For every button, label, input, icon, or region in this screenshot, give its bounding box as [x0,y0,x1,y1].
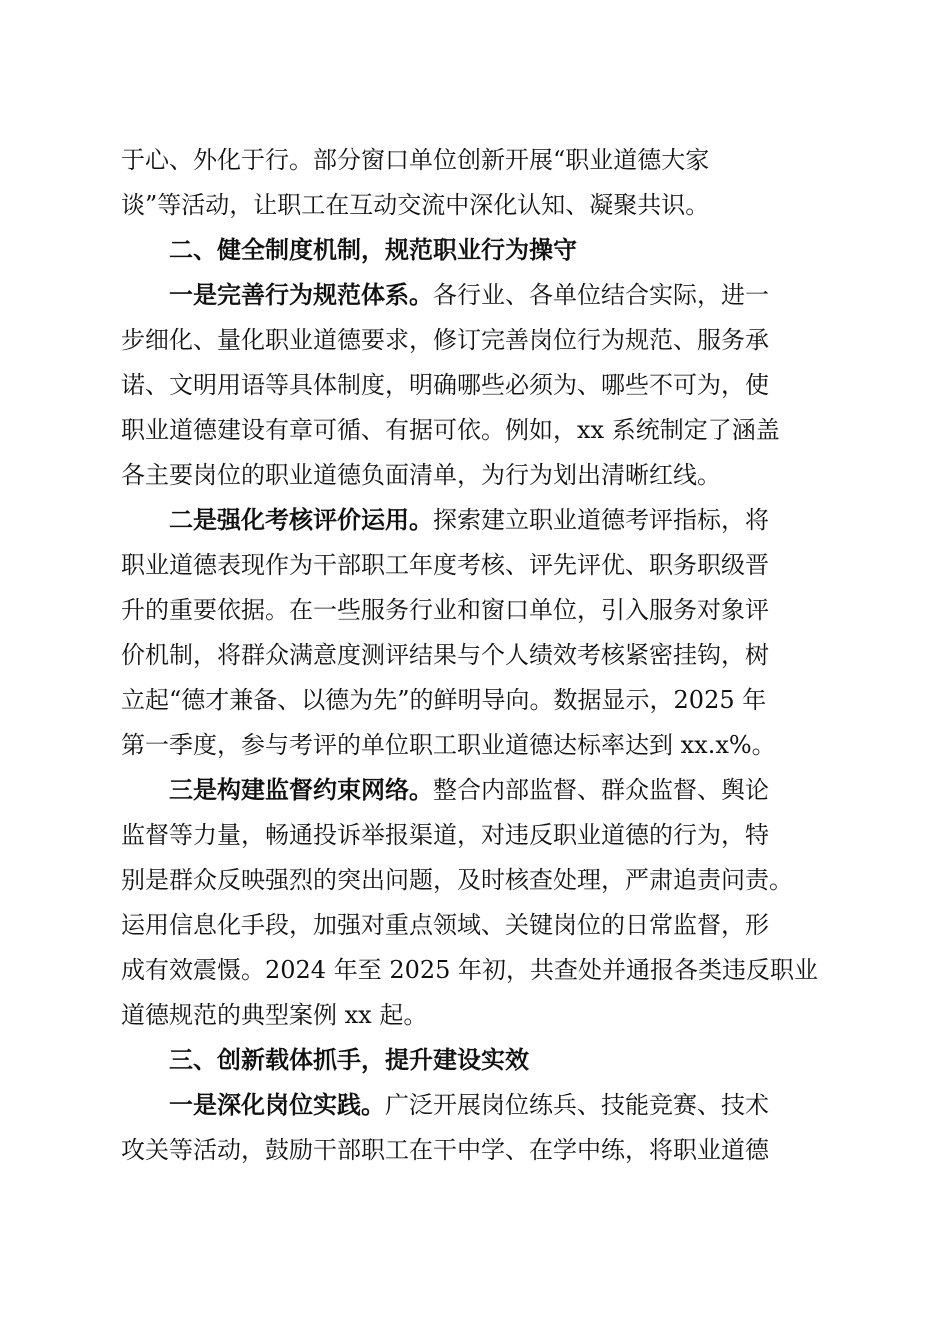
paragraph-line [121,273,831,318]
paragraph-line: 各主要岗位的职业道德负面清单，为行为划出清晰红线。 [121,461,721,489]
item-body-text: 广泛开展岗位练兵、技能竞赛、技术 [385,1091,769,1119]
paragraph-line: 道德规范的典型案例 xx 起。 [121,1001,428,1029]
paragraph-line: 于心、外化于行。部分窗口单位创新开展“职业道德大家 [121,146,710,174]
section-heading-2: 二、健全制度机制，规范职业行为操守 [169,236,577,264]
item-body-text: 探索建立职业道德考评指标，将 [433,506,769,534]
item-lead-text: 一是完善行为规范体系。 [169,281,433,309]
paragraph-line [121,1083,831,1128]
paragraph-line: 立起“德才兼备、以德为先”的鲜明导向。数据显示，2025 年 [121,686,767,714]
paragraph-line: 诺、文明用语等具体制度，明确哪些必须为、哪些不可为，使 [121,371,769,399]
item-lead-text: 一是深化岗位实践。 [169,1091,385,1119]
document-body [121,138,831,1173]
item-body-text: 整合内部监督、群众监督、舆论 [433,776,769,804]
paragraph-line: 价机制，将群众满意度测评结果与个人绩效考核紧密挂钩，树 [121,641,769,669]
paragraph-line: 职业道德建设有章可循、有据可依。例如，xx 系统制定了涵盖 [121,416,780,444]
item-lead-text: 三是构建监督约束网络。 [169,776,433,804]
paragraph-line: 别是群众反映强烈的突出问题，及时核查处理，严肃追责问责。 [121,866,793,894]
item-body-text: 各行业、各单位结合实际，进一 [433,281,769,309]
paragraph-line: 步细化、量化职业道德要求，修订完善岗位行为规范、服务承 [121,326,769,354]
section-heading-3: 三、创新载体抓手，提升建设实效 [169,1046,529,1074]
item-lead-text: 二是强化考核评价运用。 [169,506,433,534]
paragraph-line: 谈”等活动，让职工在互动交流中深化认知、凝聚共识。 [121,191,710,219]
paragraph-line [121,498,831,543]
paragraph-line: 第一季度，参与考评的单位职工职业道德达标率达到 xx.x%。 [121,731,776,759]
paragraph-line: 成有效震慑。2024 年至 2025 年初，共查处并通报各类违反职业 [121,956,819,984]
paragraph-line: 运用信息化手段，加强对重点领域、关键岗位的日常监督，形 [121,911,769,939]
paragraph-line: 职业道德表现作为干部职工年度考核、评先评优、职务职级晋 [121,551,769,579]
paragraph-line [121,768,831,813]
paragraph-line: 攻关等活动，鼓励干部职工在干中学、在学中练，将职业道德 [121,1136,769,1164]
paragraph-line: 监督等力量，畅通投诉举报渠道，对违反职业道德的行为，特 [121,821,769,849]
paragraph-line: 升的重要依据。在一些服务行业和窗口单位，引入服务对象评 [121,596,769,624]
